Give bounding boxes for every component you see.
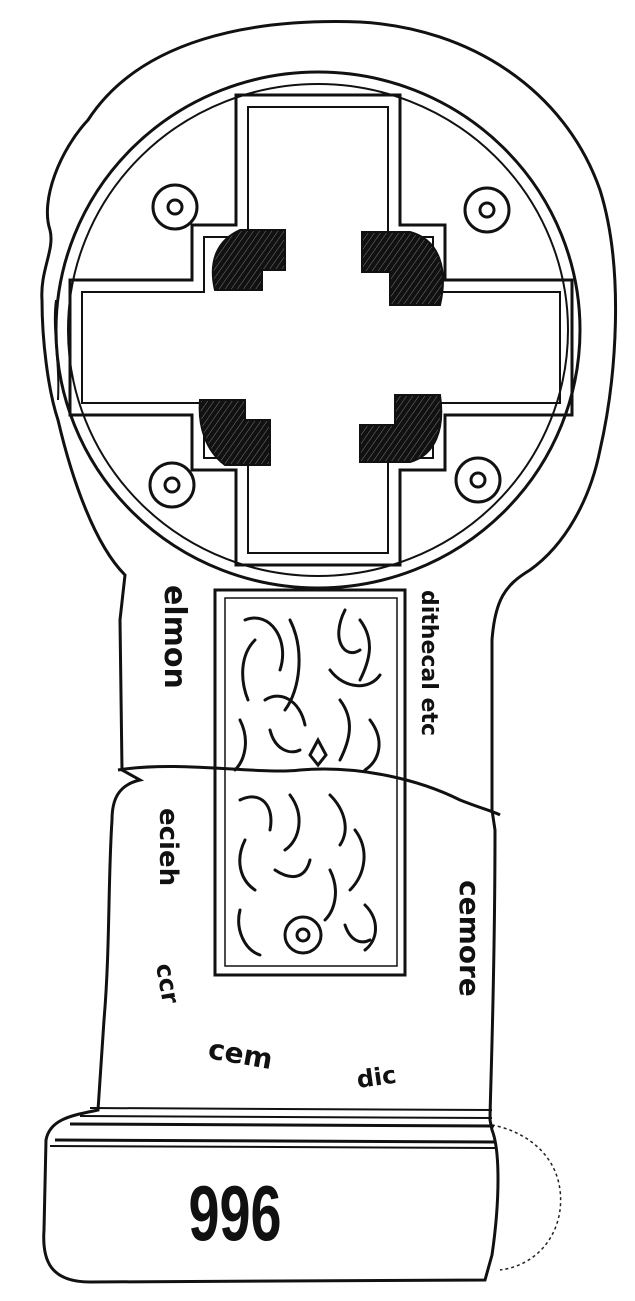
cross-outline-inner: [82, 107, 560, 553]
ring-shaft: [285, 917, 321, 953]
inscription-left-lower-2: ccr: [150, 961, 185, 1006]
broken-edge-right: [492, 1125, 561, 1270]
ornament-top-right: [362, 232, 443, 305]
circle-border-outer: [56, 72, 580, 588]
ring-bottom-right: [456, 458, 500, 502]
inscription-right-upper: dithecal etc: [416, 590, 441, 736]
cross-outline-outer: [70, 95, 572, 565]
figure-number: 996: [188, 1171, 282, 1258]
base-band: [50, 1108, 495, 1148]
ring-top-right: [465, 188, 509, 232]
ring-bottom-left: [150, 463, 194, 507]
ornament-top-left: [213, 230, 285, 290]
inscription-left-upper: elmon: [157, 585, 192, 689]
shaft-panel: [215, 590, 405, 975]
ornament-bottom-left: [200, 400, 270, 465]
circle-border-inner: [68, 84, 568, 576]
interlace-knotwork: [235, 610, 380, 955]
inscription-right-lower: cemore: [453, 880, 486, 997]
ring-top-left: [153, 185, 197, 229]
ornament-bottom-right: [360, 395, 441, 462]
inscription-center-lower: cem: [205, 1032, 276, 1077]
stone-outline: [42, 22, 616, 1282]
inscription-left-lower-1: ecieh: [153, 808, 183, 887]
inscription-bottom-right: dic: [354, 1060, 399, 1094]
